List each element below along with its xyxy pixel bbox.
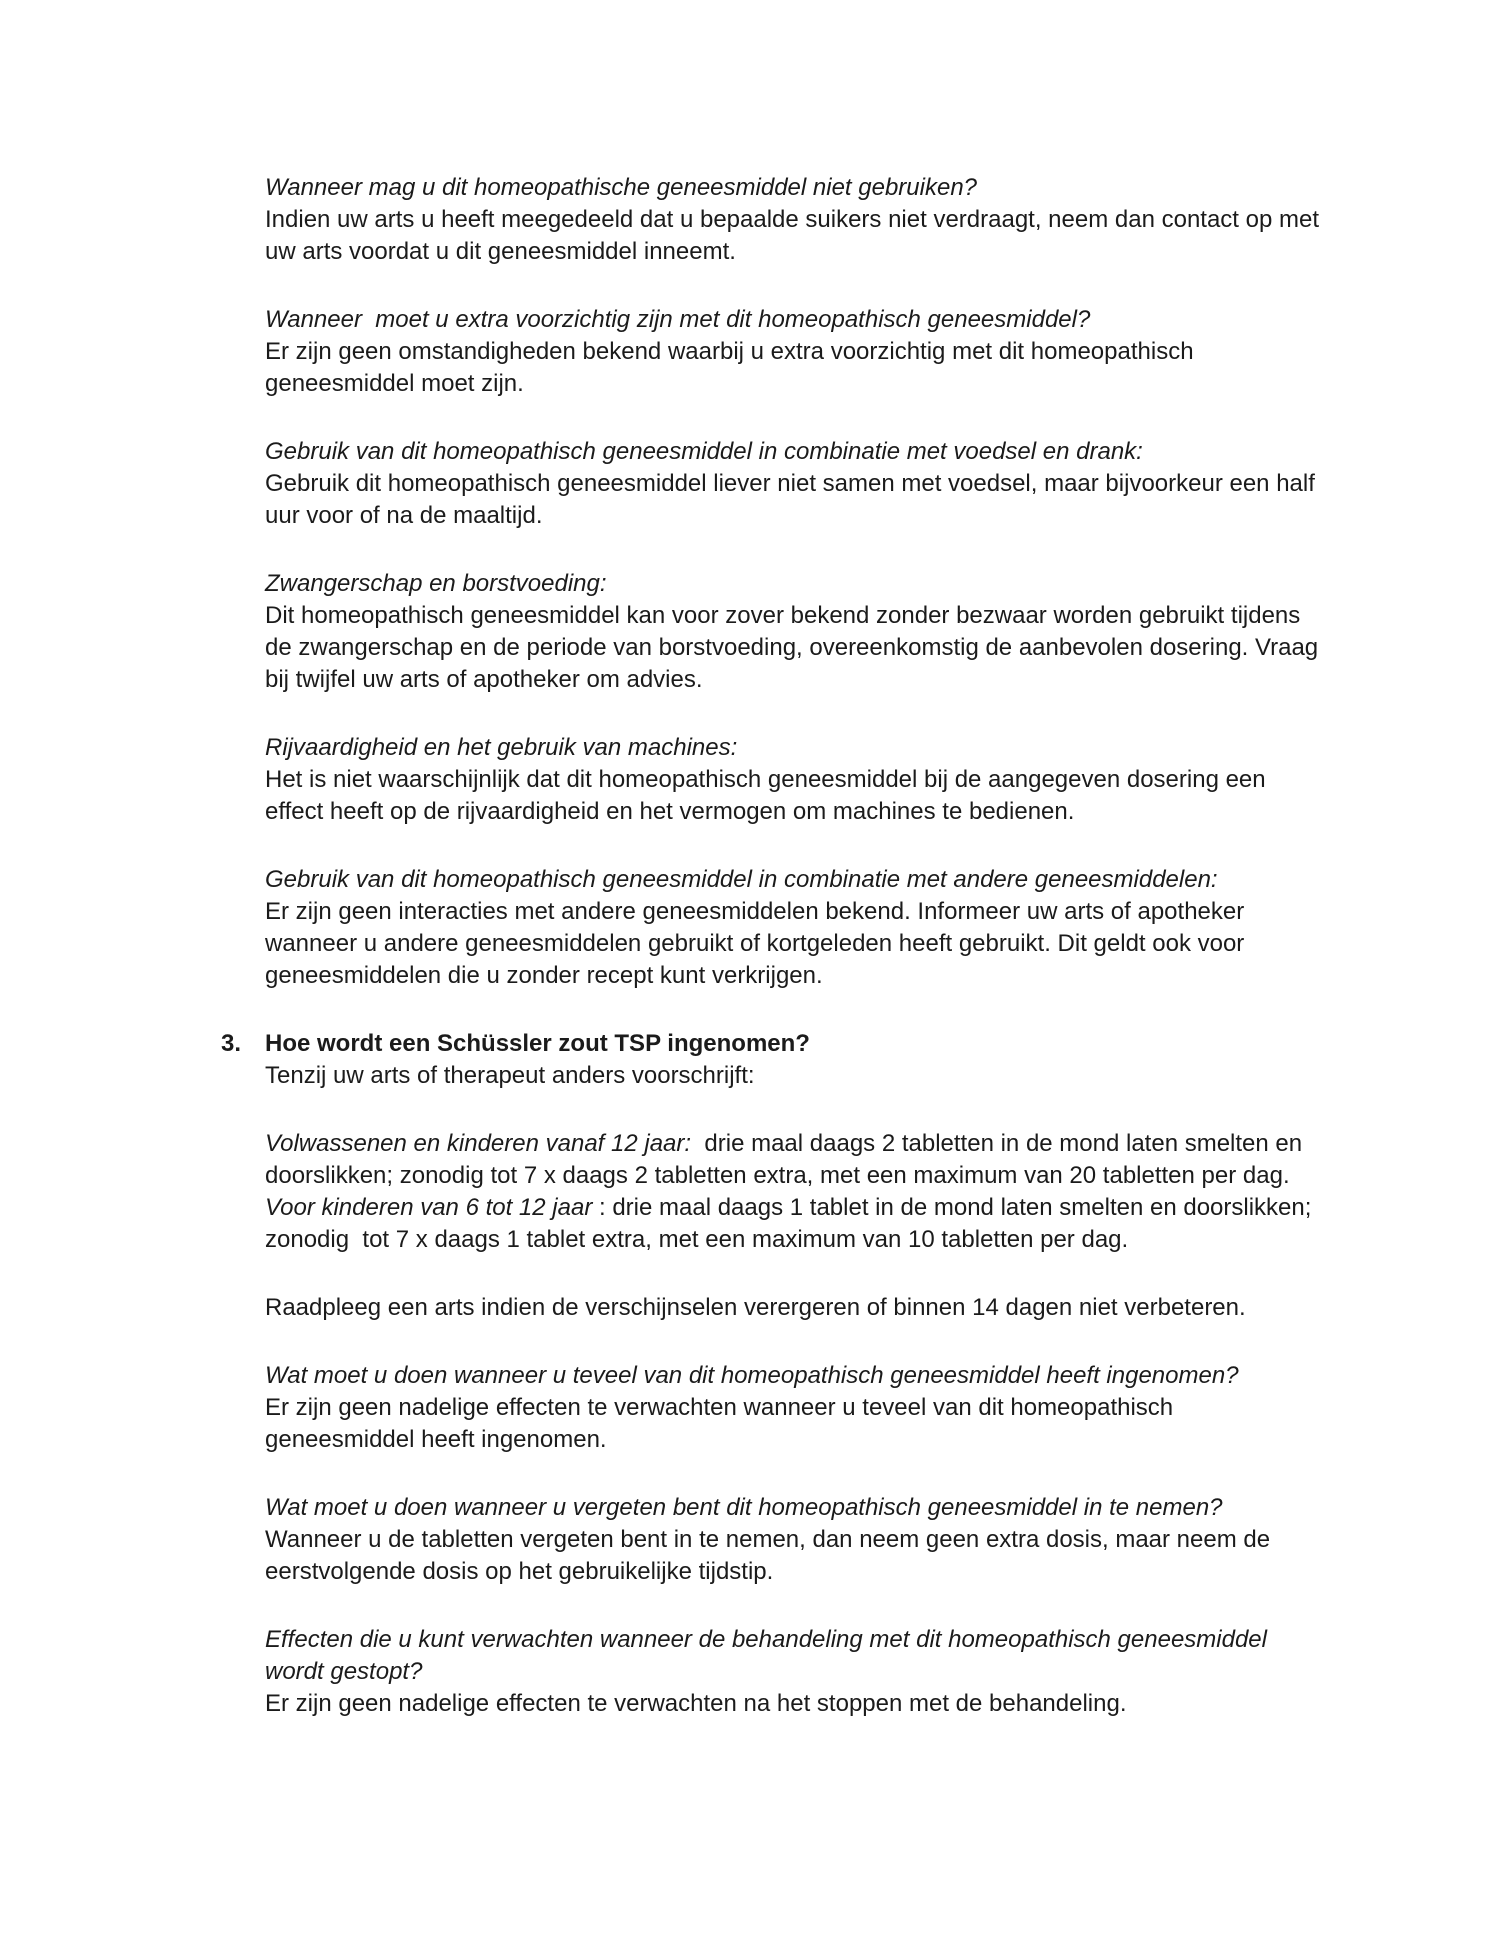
text-run: : drie maal daags 1 tablet in de mond laten smelten en doorslikken; zonodig tot 7 x daags 1 tablet extra, met een maximum van 10 tabletten per dag. — [265, 1194, 1319, 1253]
emphasis-text: Zwangerschap en borstvoeding: — [265, 570, 607, 597]
body-paragraph — [265, 1524, 1321, 1588]
emphasis-text: Wat moet u doen wanneer u teveel van dit homeopathisch geneesmiddel heeft ingenomen? — [265, 1362, 1239, 1389]
subheading-paragraph — [265, 1360, 1321, 1392]
body-paragraph — [265, 336, 1321, 400]
emphasis-text: Rijvaardigheid en het gebruik van machines: — [265, 734, 738, 761]
subheading-paragraph — [265, 1492, 1321, 1524]
subheading-paragraph — [265, 172, 1321, 204]
emphasis-text: Wanneer moet u extra voorzichtig zijn met dit homeopathisch geneesmiddel? — [265, 306, 1091, 333]
body-paragraph — [265, 1392, 1321, 1456]
text-run: Er zijn geen interacties met andere geneesmiddelen bekend. Informeer uw arts of apotheker wanneer u andere geneesmiddelen gebruikt of kortgeleden heeft gebruikt. Dit geldt ook voor geneesmiddelen die u zonder recept kunt verkrijgen. — [265, 898, 1251, 989]
emphasis-text: Effecten die u kunt verwachten wanneer de behandeling met dit homeopathisch geneesmiddel wordt gestopt? — [265, 1626, 1274, 1685]
body-paragraph — [265, 896, 1321, 992]
text-run: Tenzij uw arts of therapeut anders voorschrijft: — [265, 1062, 755, 1089]
document-content — [221, 172, 1326, 1720]
section-number: 3. — [221, 1030, 242, 1057]
text-run: Gebruik dit homeopathisch geneesmiddel liever niet samen met voedsel, maar bijvoorkeur een half uur voor of na de maaltijd. — [265, 470, 1322, 529]
body-paragraph — [265, 764, 1321, 828]
emphasis-text: Gebruik van dit homeopathisch geneesmiddel in combinatie met voedsel en drank: — [265, 438, 1143, 465]
text-run: Er zijn geen nadelige effecten te verwachten wanneer u teveel van dit homeopathisch geneesmiddel heeft ingenomen. — [265, 1394, 1180, 1453]
body-paragraph — [265, 1688, 1321, 1720]
body-paragraph — [265, 1060, 1321, 1092]
body-paragraph — [265, 600, 1325, 696]
body-paragraph — [265, 1292, 1321, 1324]
subheading-paragraph — [265, 1128, 1321, 1256]
text-run: Er zijn geen nadelige effecten te verwachten na het stoppen met de behandeling. — [265, 1690, 1127, 1717]
emphasis-text: Wanneer mag u dit homeopathische geneesmiddel niet gebruiken? — [265, 174, 978, 201]
text-run: Het is niet waarschijnlijk dat dit homeopathisch geneesmiddel bij de aangegeven dosering een effect heeft op de rijvaardigheid en het vermogen om machines te bedienen. — [265, 766, 1273, 825]
subheading-paragraph — [265, 1624, 1321, 1688]
text-run: Indien uw arts u heeft meegedeeld dat u bepaalde suikers niet verdraagt, neem dan contact op met uw arts voordat u dit geneesmiddel inneemt. — [265, 206, 1326, 265]
subheading-paragraph — [265, 732, 1321, 764]
text-run: Wanneer u de tabletten vergeten bent in te nemen, dan neem geen extra dosis, maar neem de eerstvolgende dosis op het gebruikelijke tijdstip. — [265, 1526, 1277, 1585]
emphasis-text: Volwassenen en kinderen vanaf 12 jaar: — [265, 1130, 692, 1157]
text-run: Er zijn geen omstandigheden bekend waarbij u extra voorzichtig met dit homeopathisch geneesmiddel moet zijn. — [265, 338, 1201, 397]
emphasis-text: Gebruik van dit homeopathisch geneesmiddel in combinatie met andere geneesmiddelen: — [265, 866, 1218, 893]
emphasis-text: Wat moet u doen wanneer u vergeten bent dit homeopathisch geneesmiddel in te nemen? — [265, 1494, 1223, 1521]
text-run: Raadpleeg een arts indien de verschijnselen verergeren of binnen 14 dagen niet verbeteren. — [265, 1294, 1246, 1321]
body-paragraph — [265, 468, 1321, 532]
text-run: Hoe wordt een Schüssler zout TSP ingenomen? — [265, 1030, 810, 1057]
text-run: Dit homeopathisch geneesmiddel kan voor zover bekend zonder bezwaar worden gebruikt tijdens de zwangerschap en de periode van borstvoeding, overeenkomstig de aanbevolen dosering. Vraag bij twijfel uw arts of apotheker om advies. — [265, 602, 1325, 693]
subheading-paragraph — [265, 864, 1321, 896]
section-heading — [221, 1028, 1321, 1060]
subheading-paragraph — [265, 304, 1321, 336]
subheading-paragraph — [265, 568, 1321, 600]
subheading-paragraph — [265, 436, 1321, 468]
emphasis-text: Voor kinderen van 6 tot 12 jaar — [265, 1194, 593, 1221]
text-run: drie maal daags 2 tabletten in de mond laten smelten en doorslikken; zonodig tot 7 x daags 2 tabletten extra, met een maximum van 20 tabletten per dag. — [265, 1130, 1309, 1189]
body-paragraph — [265, 204, 1326, 268]
